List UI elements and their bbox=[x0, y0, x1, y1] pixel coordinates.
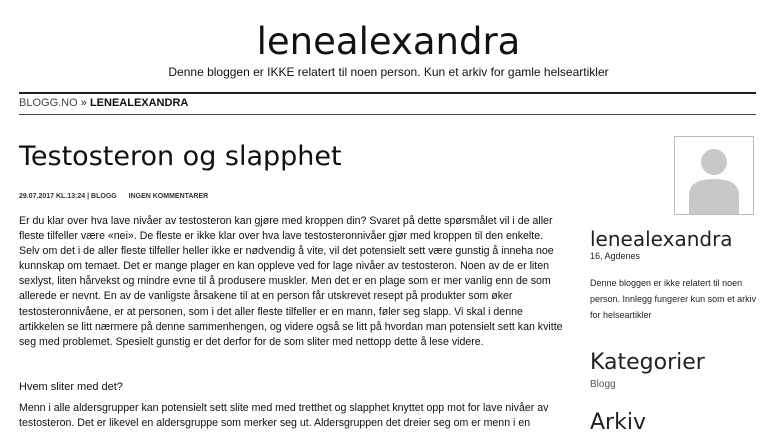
breadcrumb-divider bbox=[19, 114, 756, 115]
post-paragraph-2: Menn i alle aldersgrupper kan potensielt sett slite med med tretthet og slapphet knyttet opp mot for lave nivåer av testosteron. Det er likevel en aldersgruppe som merker seg ut. Aldersgruppen det dreier seg om er menn i en bbox=[19, 402, 549, 429]
default-avatar-icon bbox=[675, 137, 753, 214]
post-meta-separator: | bbox=[87, 193, 90, 200]
sidebar-archive-heading: Arkiv bbox=[590, 410, 646, 435]
post-meta bbox=[19, 193, 208, 200]
post-date: 29.07.2017 KL.13:24 bbox=[19, 193, 86, 200]
sidebar-description: Denne bloggen er ikke relatert til noen person. Innlegg fungerer kun som et arkiv for helseartikler bbox=[590, 278, 757, 320]
sidebar-location: 16, Agdenes bbox=[590, 251, 641, 261]
site-tagline: Denne bloggen er IKKE relatert til noen person. Kun et arkiv for gamle helseartikler bbox=[168, 65, 609, 79]
breadcrumb-separator: » bbox=[80, 97, 87, 109]
sidebar-category-blogg[interactable]: Blogg bbox=[590, 379, 616, 390]
sidebar-blog-name[interactable]: lenealexandra bbox=[590, 227, 733, 251]
breadcrumb bbox=[19, 97, 188, 109]
post-comments-link[interactable]: INGEN KOMMENTARER bbox=[128, 193, 209, 200]
avatar[interactable] bbox=[674, 136, 754, 215]
breadcrumb-current: LENEALEXANDRA bbox=[89, 97, 189, 109]
post-paragraph: Er du klar over hva lave nivåer av testosteron kan gjøre med kroppen din? Svaret på dette spørsmålet vil i de aller fleste tilfeller være «nei». De fleste er ikke klar over hva lave testosteronnivåer gjør med kroppen til den enkelte. Selv om det i de aller fleste tilfeller heller ikke er nødvendig å vite, vil det potensielt sett være gunstig å inneha noe kunnskap om temaet. Det er mange plager en kan oppleve ved for lage nivåer av testosteron. Noen av de er liten sexlyst, liten hårvekst og mindre evne til å produsere muskler. Men det er en plage som er mer vanlig enn de som allerede er nevnt. En av de vanligste årsakene til at en person får utskrevet resept på produkter som øker testosteronnivåene, er at personen, som i det aller fleste tilfeller er en mann, føler seg slapp. Vi skal i denne artikkelen se litt nærmere på denne sammenhengen, og videre også se litt på hvordan man potensielt sett kan kvitte seg med problemet. Spesielt gunstig er det derfor for de som sliter med nettopp dette å lese videre. bbox=[19, 215, 563, 348]
header-divider bbox=[19, 92, 756, 94]
post-body bbox=[19, 214, 565, 350]
post-category-link[interactable]: BLOGG bbox=[91, 193, 117, 200]
post-title: Testosteron og slapphet bbox=[19, 141, 342, 172]
breadcrumb-home-link[interactable]: BLOGG.NO bbox=[19, 97, 78, 109]
site-title[interactable]: lenealexandra bbox=[256, 20, 521, 63]
post-subheading: Hvem sliter med det? bbox=[19, 381, 123, 393]
sidebar-categories-heading: Kategorier bbox=[590, 350, 705, 375]
